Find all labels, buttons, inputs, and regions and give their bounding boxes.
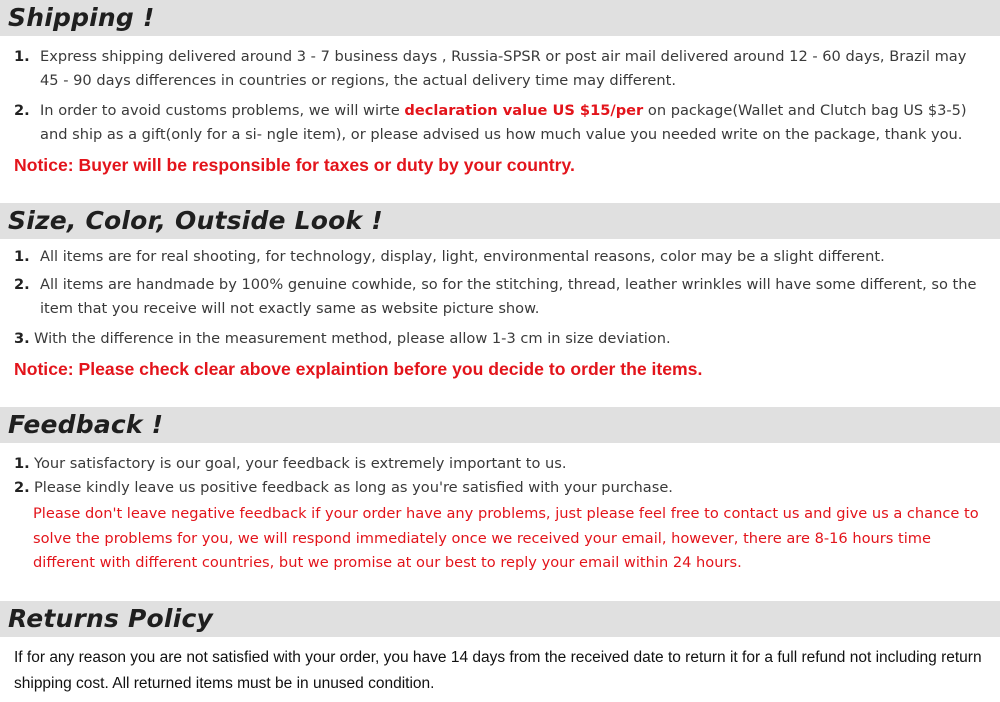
size-item-2	[14, 273, 989, 321]
list-number: 3.	[14, 330, 30, 347]
list-number: 1.	[14, 455, 30, 472]
feedback-title: Feedback !	[8, 410, 164, 439]
list-text: Your satisfactory is our goal, your feedback is extremely important to us.	[34, 455, 567, 472]
size-notice: Notice: Please check clear above explaintion before you decide to order the items.	[14, 359, 703, 379]
feedback-item-1	[14, 452, 989, 476]
size-header	[0, 203, 1000, 239]
shipping-item-1	[14, 45, 989, 93]
shipping-title: Shipping !	[8, 3, 155, 32]
list-text	[14, 99, 989, 147]
size-title: Size, Color, Outside Look !	[8, 206, 383, 235]
list-text: All items are for real shooting, for technology, display, light, environmental reasons, color may be a slight different.	[40, 248, 885, 265]
list-number: 2.	[14, 276, 30, 293]
text-after: on package(Wallet and Clutch bag US $3-5) and ship as a gift(only for a si- ngle item), or please advised us how much value you needed write on the package, thank you.	[40, 102, 967, 143]
size-item-1	[14, 245, 989, 269]
list-text: Express shipping delivered around 3 - 7 business days , Russia-SPSR or post air mail delivered around 12 - 60 days, Brazil may 45 - 90 days differences in countries or regions, the actual delivery time may different.	[40, 48, 967, 89]
list-text: All items are handmade by 100% genuine cowhide, so for the stitching, thread, leather wrinkles will have some different, so the item that you receive will not exactly same as website picture show.	[40, 276, 977, 317]
list-number: 1.	[14, 48, 30, 65]
returns-text: If for any reason you are not satisfied with your order, you have 14 days from the received date to return it for a full refund not including return shipping cost. All returned items must be in unused condition.	[14, 649, 982, 692]
size-item-3	[14, 327, 989, 351]
declaration-highlight: declaration value US $15/per	[404, 102, 644, 119]
list-number: 2.	[14, 102, 30, 119]
list-text: Please kindly leave us positive feedback as long as you're satisfied with your purchase.	[34, 479, 673, 496]
shipping-item-2	[14, 99, 989, 147]
list-number: 2.	[14, 479, 30, 496]
returns-title: Returns Policy	[8, 604, 213, 633]
shipping-header	[0, 0, 1000, 36]
list-number: 1.	[14, 248, 30, 265]
feedback-warning-text: Please don't leave negative feedback if your order have any problems, just please feel free to contact us and give us a chance to solve the problems for you, we will respond immediately once we received your email, however, there are 8-16 hours time different with different countries, but we promise at our best to reply your email within 24 hours.	[33, 505, 979, 571]
text-before: In order to avoid customs problems, we will wirte	[40, 102, 405, 119]
returns-header	[0, 601, 1000, 637]
feedback-header	[0, 407, 1000, 443]
list-text: With the difference in the measurement method, please allow 1-3 cm in size deviation.	[34, 330, 671, 347]
feedback-item-2	[14, 476, 989, 500]
shipping-notice: Notice: Buyer will be responsible for taxes or duty by your country.	[14, 155, 575, 175]
